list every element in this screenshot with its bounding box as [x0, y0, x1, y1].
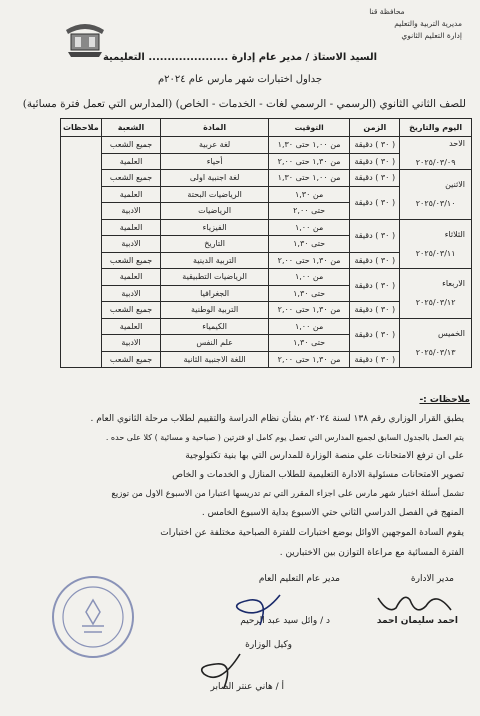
subject-cell: الفيزياء — [161, 219, 268, 236]
gm-name: د / وائل سيد عبد الرحيم — [240, 616, 330, 626]
table-row — [61, 318, 472, 335]
duration-cell: ( ٣٠ ) دقيقة — [350, 302, 400, 319]
branch-cell: جميع الشعب — [101, 252, 161, 269]
note-item: تصوير الامتحانات مسئولية الادارة التعليمية للطلاب المنازل و الخدمات و الخاص — [172, 470, 464, 480]
subject-cell: الجغرافيا — [161, 285, 268, 302]
director-name: احمد سليمان احمد — [376, 616, 458, 626]
director-signature-icon — [366, 588, 456, 618]
governorate-label: محافظة قنا — [369, 7, 405, 16]
day-cell — [400, 269, 472, 319]
deputy-signature-icon — [190, 650, 250, 690]
branch-cell: العلمية — [101, 153, 161, 170]
time-cell: من ١,٣٠ حتى ٢,٠٠ — [268, 351, 350, 368]
gm-signature-icon — [220, 590, 290, 630]
time-cell: من ١,٣٠ حتى ٢,٠٠ — [268, 252, 350, 269]
table-row — [61, 137, 472, 154]
page-subtitle: للصف الثاني الثانوي (الرسمي - الرسمي لغات - الخدمات - الخاص) (المدارس التي تعمل فترة مسائية) — [22, 98, 466, 110]
subject-cell: الرياضيات — [161, 203, 268, 220]
table-row — [61, 219, 472, 236]
day-cell — [400, 137, 472, 170]
col-header-notes: ملاحظات — [61, 119, 102, 137]
director-title: مدير الادارة — [410, 574, 454, 584]
day-date: ٢٠٢٥/٠٣/١٣ — [415, 347, 456, 357]
day-date: ٢٠٢٥/٠٣/١٢ — [415, 298, 456, 308]
duration-cell: ( ٣٠ ) دقيقة — [350, 351, 400, 368]
note-item: يطبق القرار الوزاري رقم ١٣٨ لسنة ٢٠٢٤م بشأن نظام الدراسة والتقييم لطلاب مرحلة الثانوي العام . — [90, 414, 464, 424]
note-item: على ان ترفع الامتحانات علي منصة الوزارة للمدارس التي بها بنية تكنولوجية — [185, 451, 464, 461]
branch-cell: الادبية — [101, 285, 161, 302]
branch-cell: العلمية — [101, 219, 161, 236]
page-title: جداول اختبارات شهر مارس عام ٢٠٢٤م — [157, 74, 323, 85]
day-cell — [400, 219, 472, 269]
notes-cell — [61, 137, 102, 368]
time-cell: من ١,٠٠ — [268, 219, 350, 236]
branch-cell: جميع الشعب — [101, 137, 161, 154]
day-date: ٢٠٢٥/٠٣/١٠ — [415, 199, 456, 209]
col-header-day-date: اليوم والتاريخ — [400, 119, 472, 137]
branch-cell: العلمية — [101, 318, 161, 335]
time-cell: حتى ١,٣٠ — [268, 236, 350, 253]
subject-cell: لغة اجنبية اولى — [161, 170, 268, 187]
time-cell: من ١,٠٠ حتى ١,٣٠ — [268, 170, 350, 187]
time-cell: من ١,٣٠ — [268, 186, 350, 203]
subject-cell: الرياضيات التطبيقية — [161, 269, 268, 286]
subject-cell: أحياء — [161, 153, 268, 170]
directorate-label: مديرية التربية والتعليم — [394, 19, 462, 28]
subject-cell: التاريخ — [161, 236, 268, 253]
day-cell — [400, 318, 472, 368]
day-date: ٢٠٢٥/٠٣/١١ — [415, 248, 456, 258]
branch-cell: جميع الشعب — [101, 170, 161, 187]
duration-cell: ( ٣٠ ) دقيقة — [350, 153, 400, 170]
day-name: الاربعاء — [442, 279, 465, 289]
subject-cell: اللغة الاجنبية الثانية — [161, 351, 268, 368]
duration-cell: ( ٣٠ ) دقيقة — [350, 269, 400, 302]
department-label: إدارة التعليم الثانوي — [401, 31, 462, 40]
time-cell: من ١,٠٠ — [268, 269, 350, 286]
subject-cell: علم النفس — [161, 335, 268, 352]
subject-cell: الكيمياء — [161, 318, 268, 335]
letterhead — [312, 6, 462, 42]
subject-cell: التربية الوطنية — [161, 302, 268, 319]
time-cell: حتى ١,٣٠ — [268, 285, 350, 302]
day-name: الاحد — [449, 139, 465, 148]
deputy-name: أ / هاني عنتر الصابر — [210, 682, 284, 692]
day-name: الثلاثاء — [444, 229, 465, 239]
branch-cell: العلمية — [101, 269, 161, 286]
exam-schedule-table — [60, 118, 472, 368]
table-row — [61, 170, 472, 187]
duration-cell: ( ٣٠ ) دقيقة — [350, 318, 400, 351]
branch-cell: العلمية — [101, 186, 161, 203]
time-cell: من ١,٣٠ حتى ٢,٠٠ — [268, 302, 350, 319]
duration-cell: ( ٣٠ ) دقيقة — [350, 137, 400, 154]
time-cell: حتى ١,٣٠ — [268, 335, 350, 352]
table-header-row — [61, 119, 472, 137]
subject-cell: لغة عربية — [161, 137, 268, 154]
time-cell: حتى ٢,٠٠ — [268, 203, 350, 220]
col-header-time: التوقيت — [268, 119, 350, 137]
table-row — [61, 269, 472, 286]
official-stamp-icon — [48, 572, 138, 662]
notes-heading: ملاحظات :- — [419, 395, 470, 405]
note-item: يتم العمل بالجدول السابق لجميع المدارس التي تعمل يوم كامل او فترتين ( صباحية و مسائية ) كلا على حده . — [105, 433, 464, 442]
branch-cell: الادبية — [101, 203, 161, 220]
subject-cell: التربية الدينية — [161, 252, 268, 269]
addressee-line: السيد الاستاذ / مدير عام إدارة ..................... التعليمية — [102, 52, 378, 63]
subject-cell: الرياضيات البحتة — [161, 186, 268, 203]
duration-cell: ( ٣٠ ) دقيقة — [350, 252, 400, 269]
note-item: يقوم السادة الموجهين الاوائل بوضع اختبارات للفترة الصباحية مختلفة عن اختبارات — [160, 528, 464, 538]
col-header-subject: المادة — [161, 119, 268, 137]
day-name: الاثنين — [445, 180, 465, 190]
duration-cell: ( ٣٠ ) دقيقة — [350, 170, 400, 187]
col-header-duration: الزمن — [350, 119, 400, 137]
duration-cell: ( ٣٠ ) دقيقة — [350, 219, 400, 252]
branch-cell: الادبية — [101, 236, 161, 253]
day-date: ٢٠٢٥/٠٣/٠٩ — [415, 158, 456, 167]
note-item: المنهج في الفصل الدراسي الثاني حتي الاسبوع بداية الاسبوع الخامس . — [201, 508, 464, 518]
col-header-branch: الشعبة — [101, 119, 161, 137]
note-item: الفترة المسائية مع مراعاة التوازن بين الاختبارين . — [279, 548, 464, 558]
time-cell: من ١,٠٠ — [268, 318, 350, 335]
branch-cell: الادبية — [101, 335, 161, 352]
branch-cell: جميع الشعب — [101, 351, 161, 368]
day-cell — [400, 170, 472, 220]
branch-cell: جميع الشعب — [101, 302, 161, 319]
time-cell: من ١,٠٠ حتى ١,٣٠ — [268, 137, 350, 154]
day-name: الخميس — [437, 328, 465, 338]
gm-title: مدير عام التعليم العام — [258, 574, 340, 584]
duration-cell: ( ٣٠ ) دقيقة — [350, 186, 400, 219]
note-item: تشمل أسئلة اختبار شهر مارس على اجزاء المقرر التي تم تدريسها اعتبارا من الاسبوع الاول من توزيع — [111, 489, 464, 499]
time-cell: من ١,٣٠ حتى ٢,٠٠ — [268, 153, 350, 170]
deputy-title: وكيل الوزارة — [245, 640, 292, 650]
